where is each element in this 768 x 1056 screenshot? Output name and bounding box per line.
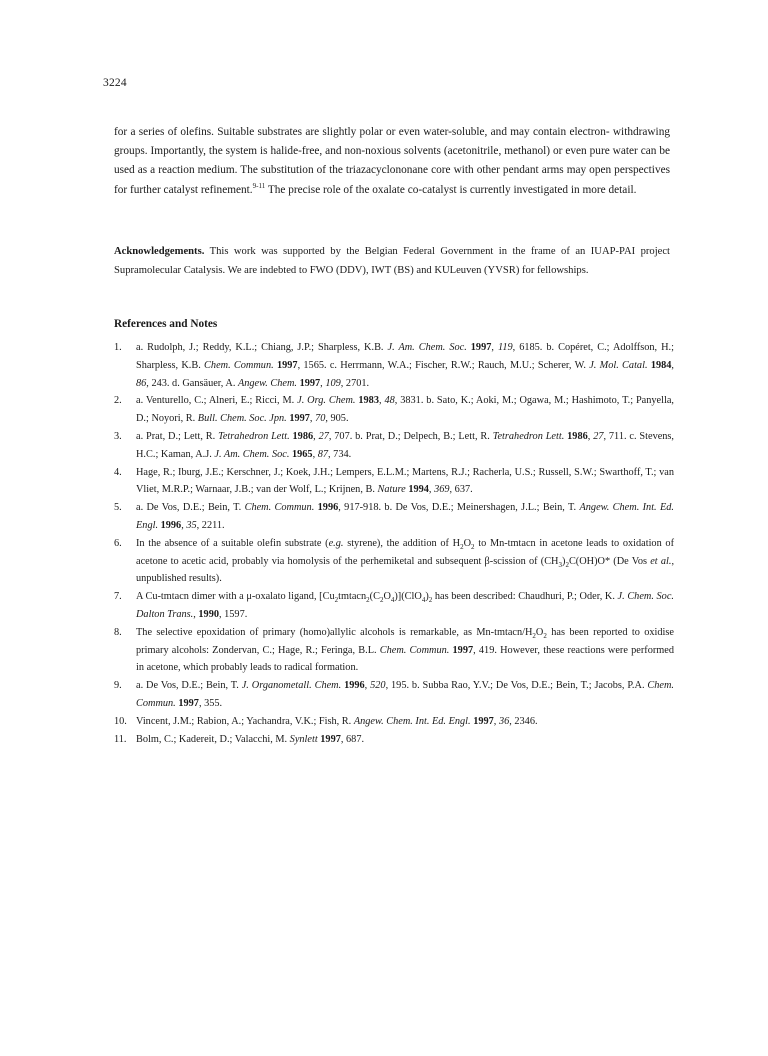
reference-item xyxy=(114,677,674,713)
references-list xyxy=(114,339,674,748)
reference-item xyxy=(114,392,674,428)
reference-number: 9. xyxy=(114,680,122,692)
reference-item xyxy=(114,464,674,500)
reference-item xyxy=(114,624,674,677)
body-paragraph xyxy=(114,123,670,200)
reference-text: a. Rudolph, J.; Reddy, K.L.; Chiang, J.P.; Sharpless, K.B. J. Am. Chem. Soc. 1997, 119, 6185. b. Copéret, C.; Adolffson, H.; Sharpless, K.B. Chem. Commun. 1997, 1565. c. Herrmann, W.A.; Fischer, R.W.; Rauch, M.U.; Scherer, W. J. Mol. Catal. 1984, 86, 243. d. Gansäuer, A. Angew. Chem. 1997, 109, 2701. xyxy=(136,342,674,389)
reference-text: a. Prat, D.; Lett, R. Tetrahedron Lett. 1986, 27, 707. b. Prat, D.; Delpech, B.; Lett, R. Tetrahedron Lett. 1986, 27, 711. c. Stevens, H.C.; Kaman, A.J. J. Am. Chem. Soc. 1965, 87, 734. xyxy=(136,430,675,460)
reference-number: 2. xyxy=(114,395,122,407)
references-heading: References and Notes xyxy=(114,318,218,330)
reference-item xyxy=(114,535,674,588)
reference-number: 4. xyxy=(114,466,122,478)
reference-text: a. De Vos, D.E.; Bein, T. Chem. Commun. 1996, 917-918. b. De Vos, D.E.; Meinershagen, J.L.; Bein, T. Angew. Chem. Int. Ed. Engl. 1996, 35, 2211. xyxy=(136,502,674,531)
body-line-3: or even pure water can be used as a reaction medium. The substitution of the triazacyclononane core with xyxy=(114,145,671,177)
reference-item xyxy=(114,339,674,392)
reference-text: a. De Vos, D.E.; Bein, T. J. Organometall. Chem. 1996, 520, 195. b. Subba Rao, Y.V.; De Vos, D.E.; Bein, T.; Jacobs, P.A. Chem. Commun. 1997, 355. xyxy=(136,680,675,709)
reference-number: 7. xyxy=(114,591,122,603)
body-line-1: for a series of olefins. Suitable substrates are slightly polar or even water-soluble, and may contain electron- xyxy=(114,126,610,138)
reference-number: 10. xyxy=(114,715,127,727)
reference-item xyxy=(114,588,674,624)
reference-text: Vincent, J.M.; Rabion, A.; Yachandra, V.K.; Fish, R. Angew. Chem. Int. Ed. Engl. 1997, 36, 2346. xyxy=(136,715,538,727)
citation-superscript: 9-11 xyxy=(252,181,266,190)
acknowledgements-paragraph xyxy=(114,242,670,280)
reference-item xyxy=(114,428,674,464)
reference-text: The selective epoxidation of primary (homo)allylic alcohols is remarkable, as $Mn-tmtacn/H_2O_2$ has been reported to oxidise primary alcohols: Zondervan, C.; Hage, R.; Feringa, B.L. Chem. Commun. 1997, 419. However, these reactions were performed in acetone, which probably leads to radical formation. xyxy=(136,626,675,674)
acknowledgements-heading: Acknowledgements. xyxy=(114,246,205,257)
page-number: 3224 xyxy=(103,77,127,89)
reference-item xyxy=(114,731,674,749)
reference-item xyxy=(114,499,674,535)
body-line-2: withdrawing groups. Importantly, the system is halide-free, and non-noxious solvents (acetonitrile, methanol) xyxy=(114,126,670,158)
body-line-5: co-catalyst is currently investigated in more detail. xyxy=(407,183,637,196)
acknowledgements-text: This work was supported by the Belgian Federal Government in the frame of an IUAP-PAI project Supramolecular Catalysis. We are indebted to FWO (DDV), IWT (BS) and KULeuven (YVSR) for fellowships. xyxy=(114,246,670,277)
reference-text: a. Venturello, C.; Alneri, E.; Ricci, M. J. Org. Chem. 1983, 48, 3831. b. Sato, K.; Aoki, M.; Ogawa, M.; Hashimoto, T.; Panyella, D.; Noyori, R. Bull. Chem. Soc. Jpn. 1997, 70, 905. xyxy=(136,395,674,425)
reference-item xyxy=(114,713,674,731)
reference-number: 8. xyxy=(114,626,122,638)
reference-text: Bolm, C.; Kadereit, D.; Valacchi, M. Synlett 1997, 687. xyxy=(136,733,365,745)
body-line-4b: The precise role of the oxalate xyxy=(265,183,405,196)
reference-number: 3. xyxy=(114,430,122,442)
reference-number: 11. xyxy=(114,733,127,745)
reference-number: 1. xyxy=(114,342,122,353)
reference-text: A Cu-tmtacn dimer with a μ-oxalato ligand, $[Cu_2tmtacn_2(C_2O_4)](ClO_4)_2$ has been described: Chaudhuri, P.; Oder, K. J. Chem. Soc. Dalton Trans., 1990, 1597. xyxy=(136,591,674,620)
reference-number: 6. xyxy=(114,537,122,549)
reference-number: 5. xyxy=(114,502,122,514)
reference-text: Hage, R.; Iburg, J.E.; Kerschner, J.; Koek, J.H.; Lempers, E.L.M.; Martens, R.J.; Racherla, U.S.; Russell, S.W.; Swarthoff, T.; van Vliet, M.R.P.; Warnaar, J.B.; van der Wolf, L.; Krijnen, B. Nature 1994, 369, 637. xyxy=(136,466,674,496)
reference-text: In the absence of a suitable olefin substrate (e.g. styrene), the addition of $H_2O_2$ to Mn-tmtacn in acetone leads to oxidation of acetone to acetic acid, probably via homolysis of the perhemiketal and subsequent β-scission of $(CH_3)_2C(OH)O*$ (De Vos et al., unpublished results). xyxy=(136,537,675,585)
body-line-4a: other pendant arms may open perspectives for further catalyst refinement. xyxy=(114,164,670,196)
